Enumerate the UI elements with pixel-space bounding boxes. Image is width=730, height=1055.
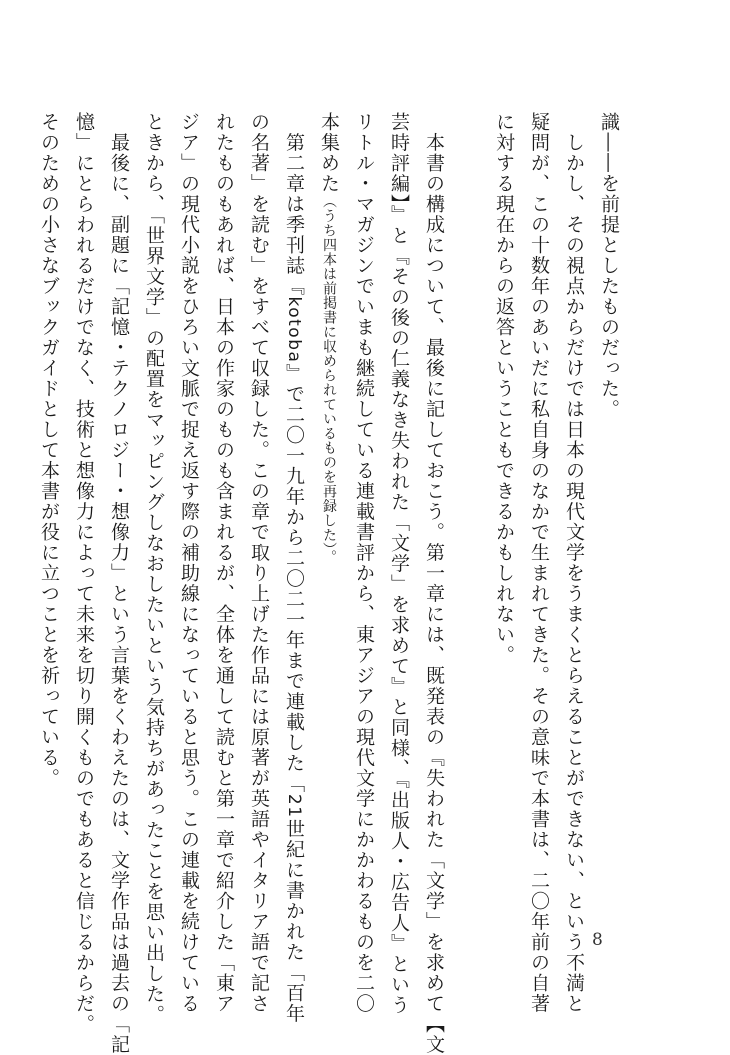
small-note: （うち四本は前掲書に収められているものを再録した）。	[321, 194, 337, 564]
text-line: 芸時評編】』と『その後の仁義なき失われた「文学」を求めて』と同様、『出版人・広告人』という	[388, 112, 410, 1016]
text-fragment: 本集めた	[318, 112, 340, 194]
text-line: 本書の構成について、最後に記しておこう。第一章には、既発表の『失われた「文学」を求めて【文	[423, 112, 445, 1055]
paragraph-gap	[451, 112, 486, 122]
body-text	[38, 112, 626, 1055]
text-line: の名著」を読む」をすべて収録した。この章で取り上げた作品には原著が英語やイタリア語で記さ	[248, 112, 270, 1014]
text-line: ジア」の現代小説をひろい文脈で捉え返す際の補助線になっていると思う。この連載を続けている	[178, 112, 200, 1014]
text-line: 憶」にとらわれるだけでなく、技術と想像力によって未来を切り開くものでもあると信じるからだ。	[73, 112, 95, 1035]
page-number: 8	[592, 930, 603, 950]
text-line: に対する現在からの返答ということもできるかもしれない。	[493, 112, 515, 666]
latin-number: 21	[284, 793, 304, 819]
text-line: ときから、「世界文学」の配置をマッピングしなおしたいという気持ちがあったことを思い出した。	[143, 112, 165, 1025]
text-fragment: 第二章は季刊誌『	[283, 112, 305, 297]
text-line	[311, 112, 346, 912]
text-line: リトル・マガジンでいまも継続している連載書評から、東アジアの現代文学にかかわるものを二〇	[353, 112, 375, 1014]
text-line: そのための小さなブックガイドとして本書が役に立つことを祈っている。	[38, 112, 60, 789]
text-line: 最後に、副題に「記憶・テクノロジー・想像力」という言葉をくわえたのは、文学作品は過去の「記	[108, 112, 130, 1055]
latin-word: kotoba	[284, 296, 304, 364]
text-line: 疑問が、この十数年のあいだに私自身のなかで生まれてきた。その意味で本書は、二〇年前の自著	[528, 112, 550, 1014]
text-line: しかし、その視点からだけでは日本の現代文学をうまくとらえることができない、という不満と	[563, 112, 585, 1014]
text-fragment: 』で二〇一九年から二〇二一年まで連載した「	[283, 363, 305, 794]
text-line: れたものもあれば、日本の作家のものも含まれるが、全体を通して読むと第一章で紹介した「東ア	[213, 112, 235, 1014]
text-fragment: 世紀に書かれた「百年	[283, 818, 305, 1024]
text-line: 識――を前提としたものだった。	[598, 112, 620, 420]
text-line	[276, 112, 311, 1024]
